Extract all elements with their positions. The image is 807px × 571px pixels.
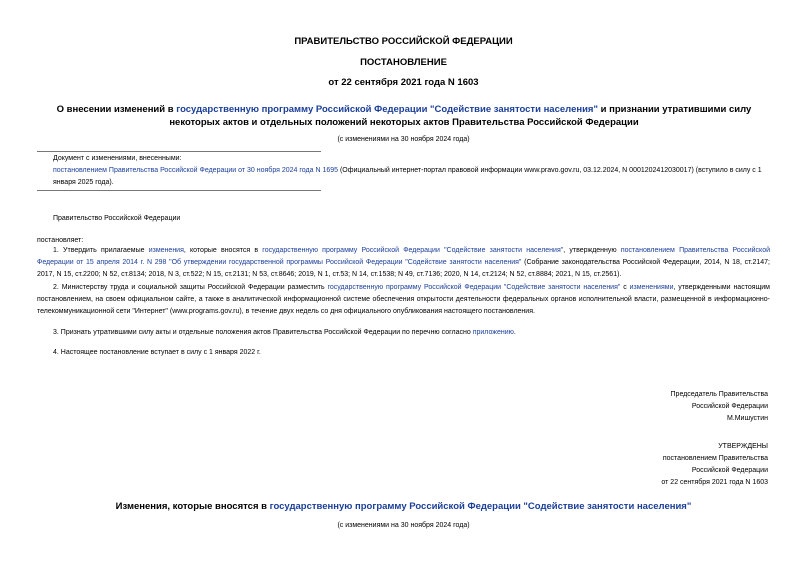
paragraph-3: 3. Признать утратившими силу акты и отдельные положения актов Правительства Российской Федерации по перечню согласно приложению.	[53, 329, 516, 336]
paragraph-1: 1. Утвердить прилагаемые изменения, которые вносятся в государственную программу Российской Федерации "Содействие занятости населения", утвержденную постановлением Правительства Российской Федерации от 15 апреля 2014 г. N 298 "Об утверждении государственной программы Российской Федерации "Содействие занятости населения" (Собрание законодательства Российской Федерации, 2014, N 18, ст.2147; 2017, N 15, ст.2200; N 52, ст.8134; 2018, N 3, ст.522; N 15, ст.2131; N 53, ст.8646; 2019, N 1, ст.53; N 14, ст.1538; N 49, ст.7136; 2020, N 14, ст.2124; N 52, ст.8884; 2021, N 15, ст.2561).	[37, 247, 770, 278]
amendments-bottom-rule	[37, 190, 321, 191]
p1-resolution-link[interactable]: постановлением Правительства Российской Федерации от 15 апреля 2014 г. N 298 "Об утверждении государственной программы Российской Федерации "Содействие занятости населения"	[37, 247, 770, 266]
p1-changes-link[interactable]: изменения	[148, 247, 184, 254]
signature-block: Председатель Правительства Российской Федерации М.Мишустин	[670, 391, 768, 422]
government-heading: ПРАВИТЕЛЬСТВО РОССИЙСКОЙ ФЕДЕРАЦИИ	[294, 36, 513, 47]
p3-annex-link[interactable]: приложению	[472, 329, 514, 336]
paragraph-2: 2. Министерству труда и социальной защиты Российской Федерации разместить государственную программу Российской Федерации "Содействие занятости населения" с изменениями, утвержденными настоящим постановлением, на своем официальном сайте, а также в аналитической информационной системе обеспечения открытости деятельности федеральных органов исполнительной власти, размещенной в информационно-телекоммуникационной сети "Интернет" (www.programs.gov.ru), в течение двух недель со дня официального опубликования настоящего постановления.	[37, 284, 770, 315]
p2-program-link[interactable]: государственную программу Российской Федерации "Содействие занятости населения"	[327, 284, 621, 291]
annex-program-link[interactable]: государственную программу Российской Федерации "Содействие занятости населения"	[269, 501, 692, 512]
issuer: Правительство Российской Федерации	[53, 215, 181, 222]
annex-revision-note: (с изменениями на 30 ноября 2024 года)	[337, 522, 470, 529]
revision-note: (с изменениями на 30 ноября 2024 года)	[337, 136, 470, 143]
amendments-link[interactable]: постановлением Правительства Российской Федерации от 30 ноября 2024 года N 1695	[53, 167, 339, 174]
doc-type-heading: ПОСТАНОВЛЕНИЕ	[360, 57, 447, 68]
paragraph-4: 4. Настоящее постановление вступает в силу с 1 января 2022 г.	[53, 349, 261, 356]
date-number-heading: от 22 сентября 2021 года N 1603	[328, 77, 479, 88]
annex-title: Изменения, которые вносятся в государственную программу Российской Федерации "Содействие занятости населения"	[115, 501, 692, 512]
p2-changes-link[interactable]: изменениями	[629, 284, 674, 291]
amendments-box: Документ с изменениями, внесенными: постановлением Правительства Российской Федерации от 30 ноября 2024 года N 1695 (Официальный интернет-портал правовой информации www.pravo.gov.ru, 03.12.2024, N 0001202412030017) (вступило в силу с 1 января 2025 года).	[53, 153, 771, 189]
approval-block: УТВЕРЖДЕНЫ постановлением Правительства Российской Федерации от 22 сентября 2021 года N 1603	[661, 443, 768, 486]
amendments-heading: Документ с изменениями, внесенными:	[53, 155, 182, 162]
title-program-link[interactable]: государственную программу Российской Федерации "Содействие занятости населения"	[176, 104, 598, 115]
amendments-top-rule	[37, 151, 321, 152]
document-title: О внесении изменений в государственную программу Российской Федерации "Содействие занятости населения" и признании утратившими силу некоторых актов и отдельных положений некоторых актов Правительства Российской Федерации	[56, 104, 752, 128]
resolves: постановляет:	[37, 237, 84, 244]
p1-program-link[interactable]: государственную программу Российской Федерации "Содействие занятости населения"	[262, 247, 564, 254]
